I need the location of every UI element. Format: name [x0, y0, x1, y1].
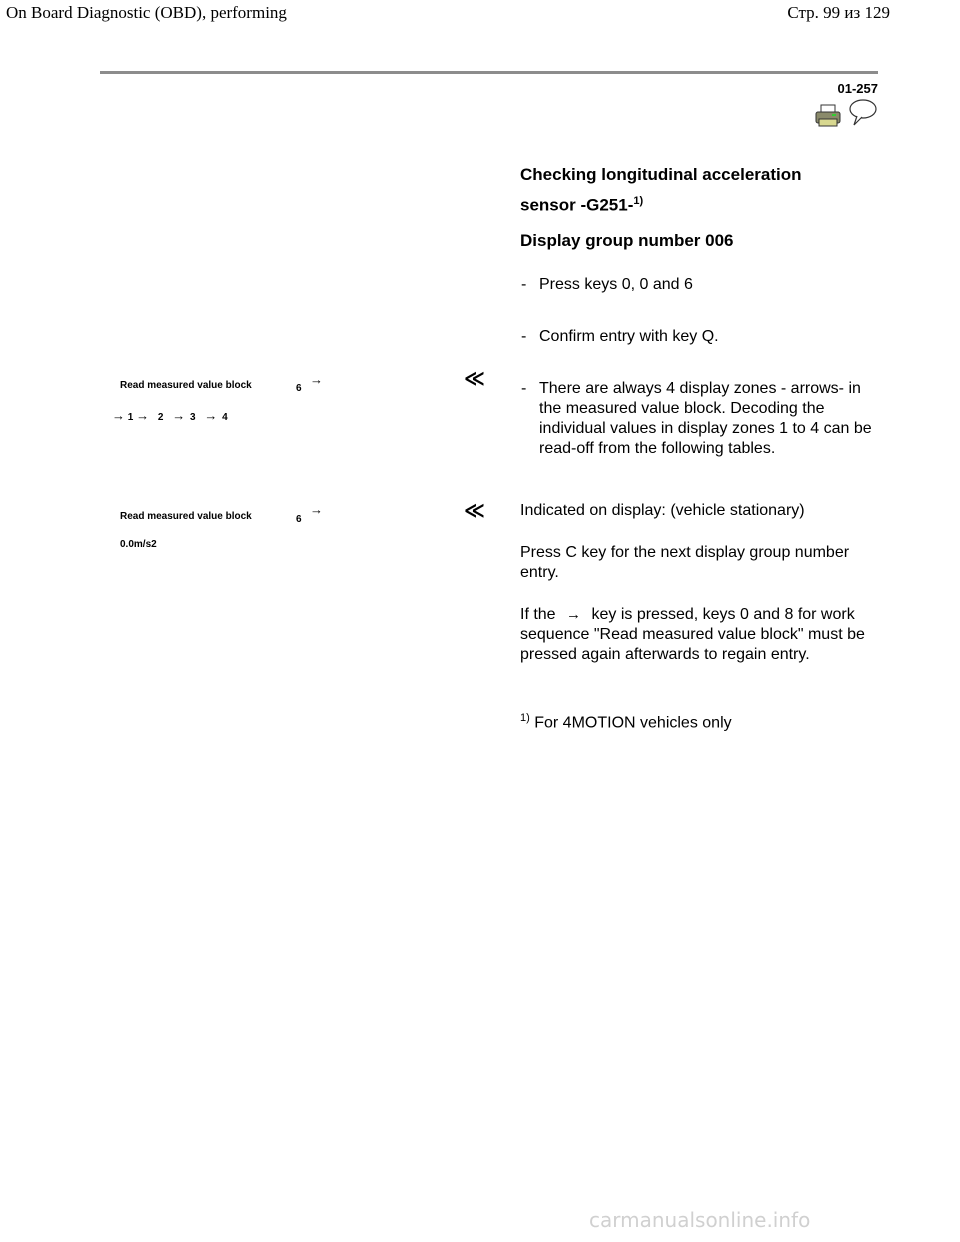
pointer-left-icon: ≪ — [464, 368, 485, 390]
footnote: $^{1)}$ For 4MOTION vehicles only — [520, 712, 732, 732]
arrow-right-icon: → — [112, 408, 125, 423]
arrow-right-icon: → — [136, 408, 150, 423]
arrow-right-icon: → — [310, 372, 323, 387]
printer-icon[interactable] — [815, 104, 841, 133]
if-key-note: If the → key is pressed, keys 0 and 8 for work sequence "Read measured value block" must be pressed again afterwards to regain entry. — [520, 606, 865, 663]
pointer-left-icon: ≪ — [464, 500, 485, 522]
header-divider — [100, 71, 878, 74]
document-title: On Board Diagnostic (OBD), performing — [6, 3, 287, 22]
speech-bubble-icon[interactable] — [848, 98, 878, 133]
display-group-heading: Display group number 006 — [520, 231, 734, 250]
section-title: Checking longitudinal acceleration sensor -G251-$^{1)}$ — [520, 165, 802, 215]
watermark: carmanualsonline.info — [589, 1208, 811, 1232]
indicated-note: Indicated on display: (vehicle stationary) — [520, 502, 805, 519]
page-code: 01-257 — [837, 81, 878, 96]
display-zones: → 1 → 2 → 3 → 4 — [112, 408, 228, 423]
arrow-right-icon: → — [172, 408, 186, 423]
display-label: Read measured value block — [120, 380, 252, 391]
press-c-note: Press C key for the next display group number entry. — [520, 544, 850, 581]
arrow-right-icon: → — [204, 408, 218, 423]
display-group-number: 6 — [296, 514, 302, 525]
arrow-right-icon: → — [310, 502, 323, 517]
display-label: Read measured value block — [120, 511, 252, 522]
display-value: 0.0m/s2 — [120, 539, 157, 550]
arrow-right-icon: → — [566, 606, 582, 623]
page-counter: Стр. 99 из 129 — [787, 3, 890, 22]
display-group-number: 6 — [296, 383, 302, 394]
